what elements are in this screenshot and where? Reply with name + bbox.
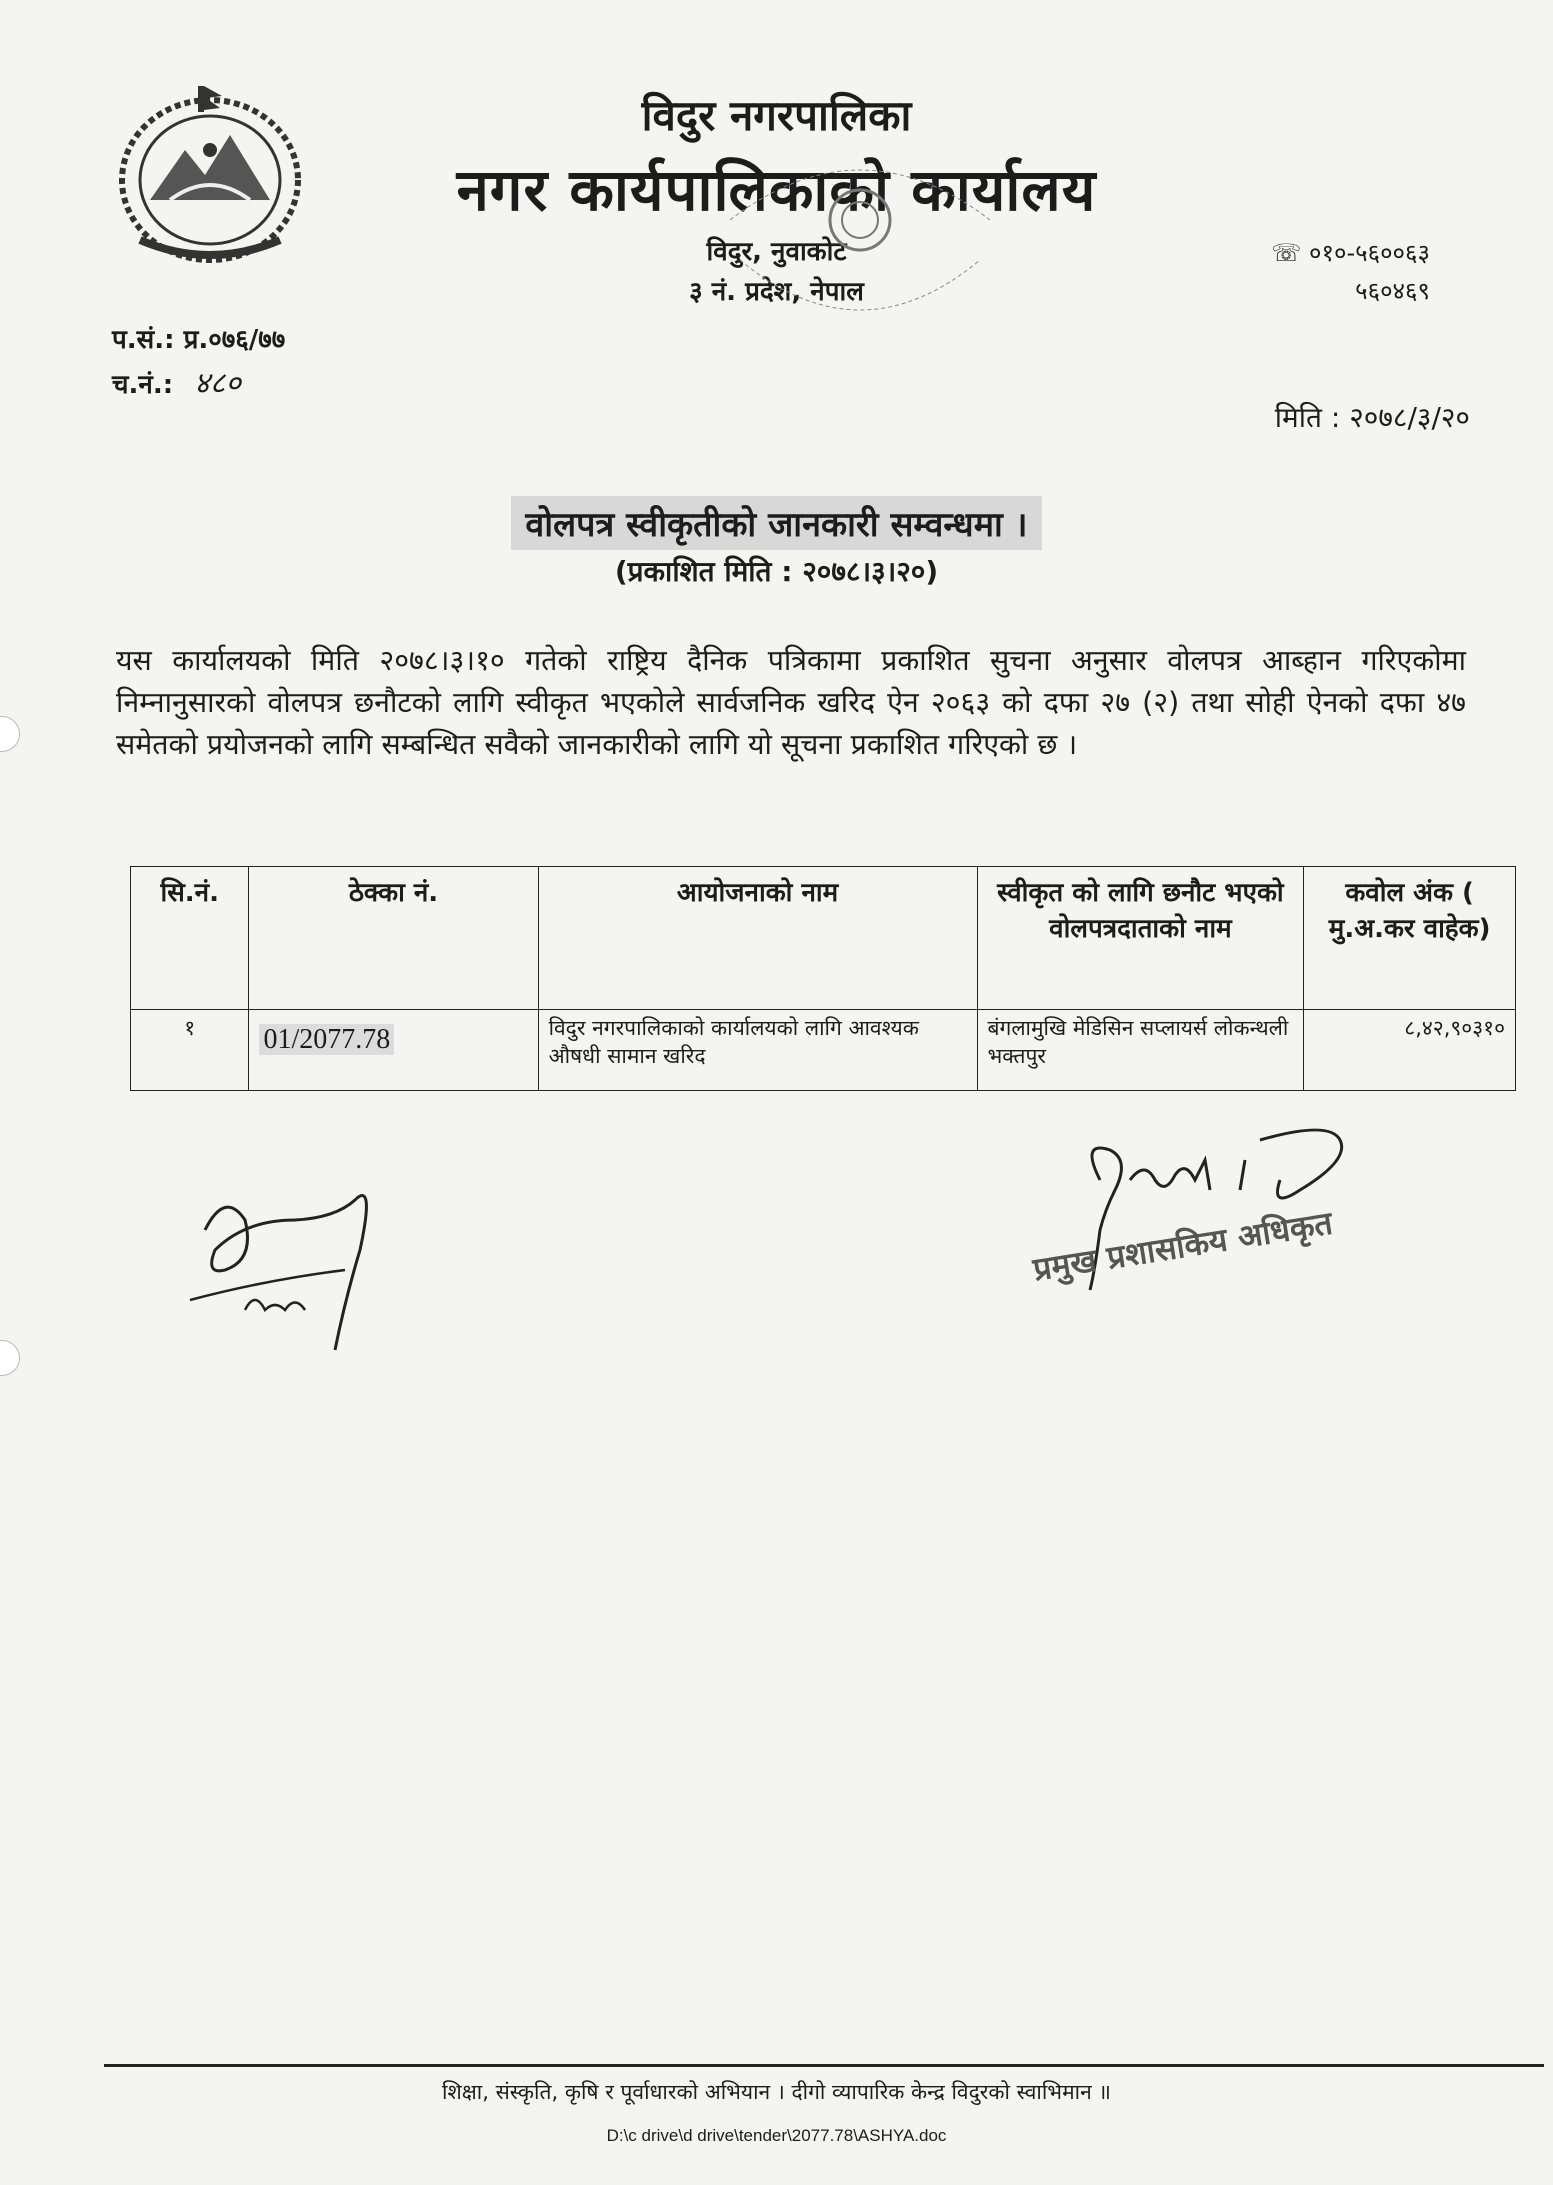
punch-hole [0,1340,20,1376]
cell-contract-no [249,1010,538,1091]
file-path: D:\c drive\d drive\tender\2077.78\ASHYA.doc [606,2126,947,2145]
signatory-title: प्रमुख प्रशासकिय अधिकृत [1030,1203,1336,1289]
cell-amount: ८,४२,९०३१० [1304,1010,1516,1091]
handwritten-signature [185,1160,395,1360]
tender-table [130,866,1516,1091]
reference-block [112,318,285,407]
notice-body: यस कार्यालयको मिति २०७८।३।१० गतेको राष्ट्रिय दैनिक पत्रिकामा प्रकाशित सुचना अनुसार वोलपत्र आब्हान गरिएकोमा निम्नानुसारको वोलपत्र छनौटको लागि स्वीकृत भएकोले सार्वजनिक खरिद ऐन २०६३ को दफा २७ (२) तथा सोही ऐनको दफा ४७ समेतको प्रयोजनको लागि सम्बन्धित सवैको जानकारीको लागि यो सूचना प्रकाशित गरिएको छ । [116,644,1466,761]
letter-date: मिति : २०७८/३/२० [1274,401,1470,434]
municipality-name: विदुर नगरपालिका [641,91,912,140]
col-contract-no: ठेक्का नं. [249,867,538,1010]
table-row [131,1010,1516,1091]
office-name: नगर कार्यपालिकाको कार्यालय [456,156,1097,224]
footer-motto: शिक्षा, संस्कृति, कृषि र पूर्वाधारको अभियान । दीगो व्यापारिक केन्द्र विदुरको स्वाभिमान ॥ [442,2080,1111,2104]
cell-winner: बंगलामुखि मेडिसिन सप्लायर्स लोकन्थली भक्तपुर [977,1010,1304,1091]
col-sn: सि.नं. [131,867,249,1010]
published-date: (प्रकाशित मिति : २०७८।३।२०) [614,555,939,588]
office-address: विदुर, नुवाकोट [706,237,847,267]
cn-line [112,362,285,407]
col-project: आयोजनाको नाम [538,867,977,1010]
contract-no-text: 01/2077.78 [259,1024,394,1055]
office-seal-stamp [710,160,1010,400]
punch-hole [0,716,20,752]
ps-label: प.सं.: [112,325,175,355]
office-province: ३ नं. प्रदेश, नेपाल [689,277,864,307]
footer-divider [104,2064,1544,2067]
subject-text: वोलपत्र स्वीकृतीको जानकारी सम्वन्धमा । [511,496,1041,550]
table-header-row [131,867,1516,1010]
subject-line [0,496,1553,550]
cn-value: ४८० [194,366,241,401]
phone-block [1240,234,1430,310]
ps-value: प्र.०७६/७७ [183,325,286,355]
cell-project: विदुर नगरपालिकाको कार्यालयको लागि आवश्यक औषधी सामान खरिद [538,1010,977,1091]
phone-number: ☏ ०१०-५६००६३ [1271,239,1430,267]
col-amount: कवोल अंक ( मु.अ.कर वाहेक) [1304,867,1516,1010]
cell-sn: १ [131,1010,249,1091]
cn-label: च.नं.: [112,370,174,400]
ps-line [112,318,285,362]
phone-number: ५६०४६९ [1355,277,1430,305]
col-winner: स्वीकृत को लागि छनौट भएको वोलपत्रदाताको नाम [977,867,1304,1010]
